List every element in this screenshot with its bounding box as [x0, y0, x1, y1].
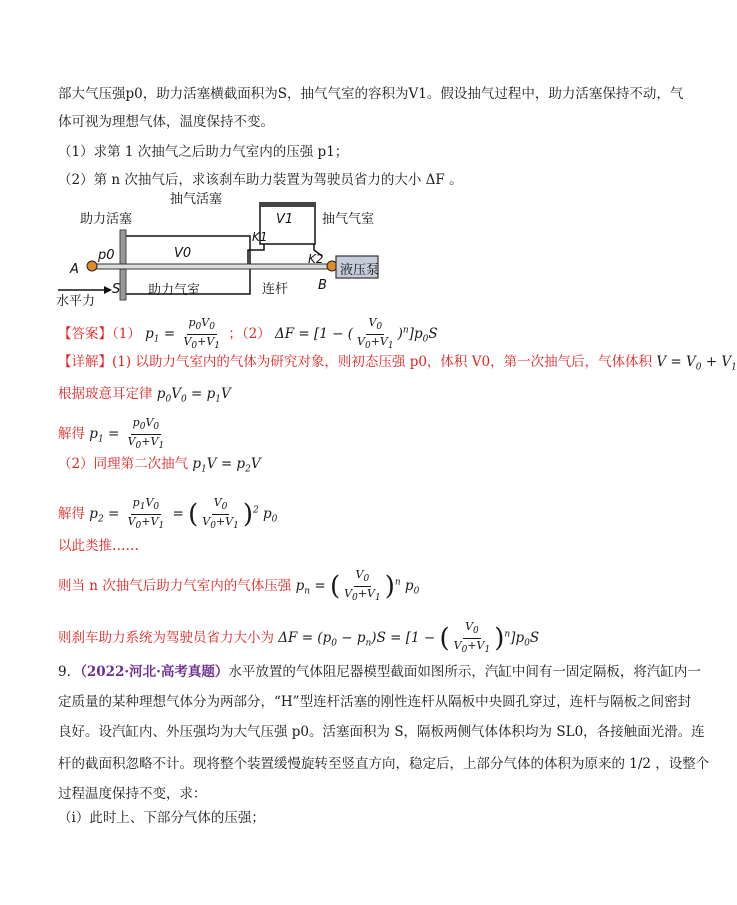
label-extract-piston: 抽气活塞 [170, 192, 223, 207]
detail-part2: （2）同理第二次抽气 [58, 456, 189, 472]
answer-tag: 【答案】 [58, 326, 112, 343]
intro-line-2: 体可视为理想气体，温度保持不变。 [58, 114, 274, 130]
detail-law: 根据玻意耳定律 [58, 386, 153, 402]
detail-part2-line: （2）同理第二次抽气 $p_1V = p_2V$ [58, 456, 261, 475]
label-rod: 连杆 [262, 282, 289, 297]
problem-9-line-4: 杆的截面积忽略不计。现将整个装置缓慢旋转至竖直方向，稳定后，上部分气体的体积为原来的 1/2 ，设整个 [58, 756, 710, 772]
detail-text-1: (1) 以助力气室内的气体为研究对象，则初态压强 p0，体积 V0，第一次抽气后，气体体积 [112, 354, 653, 370]
label-assist-piston: 助力活塞 [80, 212, 133, 227]
problem-9-source: （2022·河北·高考真题） [80, 664, 229, 680]
label-v0: V0 [174, 246, 192, 261]
question-2: （2）第 n 次抽气后，求该刹车助力装置为驾驶员省力的大小 ΔF 。 [58, 172, 463, 188]
answer-part2-label: ；（2） [228, 326, 271, 343]
detail-law-line: 根据玻意耳定律 $p_0V_0 = p_1V$ [58, 386, 231, 405]
extract-piston [259, 202, 316, 207]
question-1: （1）求第 1 次抽气之后助力气室内的压强 p1； [58, 144, 349, 160]
problem-9-number: 9． [58, 664, 81, 680]
detail-force: 则刹车助力系统为驾驶员省力大小为 [58, 630, 274, 647]
detail-line-1: 【详解】(1) 以助力气室内的气体为研究对象，则初态压强 p0，体积 V0，第一次抽气后，气体体积 $V = V_0 + V_1$ [58, 354, 737, 373]
force-arrow-head [104, 286, 112, 294]
answer-line [58, 316, 438, 353]
label-b: B [318, 278, 327, 293]
label-assist-chamber: 助力气室 [148, 283, 201, 298]
intro-line-1: 部大气压强p0，助力活塞横截面积为S，抽气气室的容积为V1。假设抽气过程中，助力活塞保持不动，气 [58, 86, 684, 102]
connecting-rod [92, 264, 332, 269]
brake-assist-diagram [52, 186, 382, 309]
label-extract-chamber: 抽气气室 [322, 212, 375, 227]
point-a [87, 261, 97, 271]
detail-etc: 以此类推…… [58, 538, 139, 554]
answer-formula-1: $p_1$ = $\frac{p_0V_0}{V_0+V_1}$ [145, 316, 221, 352]
detail-solve-2-line: 解得 $p_2$ = $\frac{p_1V_0}{V_0+V_1}$ = ( $\frac{V_0}{V_0+V_1}$ )$^2$ $p_0$ [58, 496, 278, 532]
problem-9-line-2: 定质量的某种理想气体分为两部分，“H”型连杆活塞的刚性连杆从隔板中央圆孔穿过，连杆与隔板之间密封 [58, 694, 692, 710]
detail-nth-line: 则当 n 次抽气后助力气室内的气体压强 $p_n$ = ( $\frac{V_0}{V_0+V_1}$ )$^n$ $p_0$ [58, 568, 420, 604]
label-s: S [112, 282, 121, 297]
detail-solve-2: 解得 [58, 506, 85, 523]
problem-9-line-3: 良好。设汽缸内、外压强均为大气压强 p0。活塞面积为 S，隔板两侧气体体积均为 SL0，各接触面光滑。连 [58, 724, 705, 740]
label-horizontal-force: 水平力 [56, 294, 96, 309]
problem-9-line-1 [58, 662, 701, 682]
detail-force-line: 则刹车助力系统为驾驶员省力大小为 $\Delta F = (p_0 - p_n)S = [1$ − ( $\frac{V_0}{V_0+V_1}$ )$^n]p_0S$ [58, 620, 540, 656]
detail-tag: 【详解】 [58, 354, 112, 370]
problem-9-line-6: （i）此时上、下部分气体的压强； [58, 810, 265, 826]
detail-solve-1-line: 解得 $p_1$ = $\frac{p_0V_0}{V_0+V_1}$ [58, 416, 165, 452]
detail-solve-1: 解得 [58, 426, 85, 443]
label-k1: K1 [252, 230, 268, 244]
label-hydraulic-pump: 液压泵 [340, 263, 380, 278]
label-v1: V1 [276, 212, 294, 227]
label-p0: p0 [98, 248, 115, 263]
answer-part1-label: （1） [112, 326, 141, 343]
label-k2: K2 [308, 252, 324, 266]
problem-9-line-5: 过程温度保持不变，求： [58, 786, 207, 802]
label-a: A [70, 262, 79, 277]
answer-formula-2: ΔF = [1 − ( $\frac{V_0}{V_0+V_1}$ )$^n]p_0S$ [274, 316, 438, 352]
problem-9-text-1: 水平放置的气体阻尼器模型截面如图所示，汽缸中间有一固定隔板，将汽缸内一 [228, 664, 701, 680]
detail-nth: 则当 n 次抽气后助力气室内的气体压强 [58, 578, 292, 595]
